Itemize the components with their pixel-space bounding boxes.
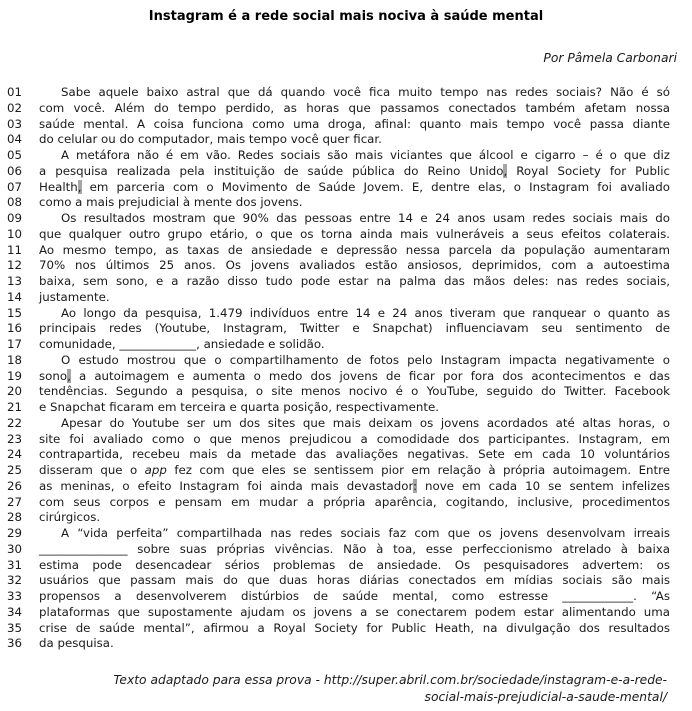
text-segment: com seus corpos e pensam em mudar a própria aparência, cogitando, inclusive, procedimentos	[39, 494, 670, 509]
line-text	[39, 243, 670, 259]
line-number: 04	[7, 132, 23, 147]
text-line	[0, 180, 692, 196]
line-text	[39, 542, 670, 558]
text-segment: plataformas que supostamente ajudam os jovens a se conectarem podem estar alimentando uma	[39, 604, 670, 619]
highlighted-punctuation: ,	[67, 368, 71, 383]
text-segment: a pesquisa realizada pela instituição de saúde pública do Reino Unido	[39, 163, 504, 178]
highlighted-punctuation: ,	[503, 163, 508, 178]
line-text	[39, 148, 670, 164]
text-line	[0, 148, 692, 164]
line-text	[39, 290, 670, 306]
line-text	[39, 589, 670, 605]
text-segment: principais redes (Youtube, Instagram, Twitter e Snapchat) influenciavam seu sentimento de	[39, 321, 670, 336]
line-number: 35	[7, 620, 23, 635]
line-text	[39, 337, 670, 353]
text-segment: disseram que o	[39, 463, 145, 477]
text-line	[0, 274, 692, 290]
text-segment: propensos a desenvolverem distúrbios de saúde mental, como estresse ____________. “As	[39, 589, 670, 603]
text-line	[0, 227, 692, 243]
line-text	[39, 353, 670, 369]
text-line	[0, 558, 692, 574]
text-line	[0, 117, 692, 133]
source-note-line-2: social-mais-prejudicial-a-saude-mental/	[424, 690, 667, 704]
text-segment: do celular ou do computador, mais tempo você quer ficar.	[39, 132, 382, 147]
line-number: 01	[7, 85, 23, 99]
text-segment: usuários que passam mais do que duas horas diárias conectados em mídias sociais são mais	[39, 573, 670, 588]
line-text	[39, 227, 670, 243]
text-line	[0, 636, 692, 652]
text-line	[0, 573, 692, 589]
line-text	[39, 463, 670, 479]
text-line	[0, 416, 692, 432]
text-line	[0, 384, 692, 400]
italic-text: app	[144, 463, 167, 477]
line-text	[39, 384, 670, 400]
line-number: 11	[7, 242, 23, 257]
line-number: 36	[7, 636, 23, 651]
text-segment: crise de saúde mental”, afirmou a Royal Society for Public Heath, na divulgação dos resultados	[39, 620, 670, 635]
line-number: 14	[7, 289, 23, 304]
text-segment: Sabe aquele baixo astral que dá quando você fica muito tempo nas redes sociais? Não é só	[61, 85, 670, 99]
text-line	[0, 306, 692, 322]
line-number: 06	[7, 163, 23, 178]
line-number: 30	[7, 541, 23, 556]
line-text	[39, 447, 670, 463]
text-line	[0, 195, 692, 211]
text-segment: Os resultados mostram que 90% das pessoas entre 14 e 24 anos usam redes sociais mais do	[61, 211, 670, 225]
line-text	[39, 479, 670, 495]
line-number: 28	[7, 510, 23, 525]
text-line	[0, 290, 692, 306]
text-segment: comunidade, _____________, ansiedade e solidão.	[39, 337, 325, 351]
text-segment: Health	[39, 179, 78, 194]
page-title: Instagram é a rede social mais nociva à saúde mental	[148, 9, 544, 24]
line-number: 23	[7, 431, 23, 446]
text-line	[0, 526, 692, 542]
line-text	[39, 85, 670, 101]
line-number: 21	[7, 400, 23, 414]
line-number: 05	[7, 148, 23, 162]
line-number: 10	[7, 226, 23, 241]
line-number: 24	[7, 447, 23, 462]
line-number: 15	[7, 305, 23, 320]
byline: Por Pâmela Carbonari	[543, 51, 677, 65]
text-line	[0, 243, 692, 259]
line-number: 03	[7, 116, 23, 131]
line-number: 19	[7, 368, 23, 383]
line-text	[39, 132, 670, 148]
text-lines	[0, 85, 692, 652]
text-line	[0, 101, 692, 117]
line-text	[39, 495, 670, 511]
line-text	[39, 101, 670, 117]
line-number: 18	[7, 352, 23, 367]
line-text	[39, 558, 670, 574]
text-segment: e Snapchat ficaram em terceira e quarta posição, respectivamente.	[39, 400, 439, 414]
line-text	[39, 432, 670, 448]
line-text	[39, 605, 670, 621]
line-text	[39, 369, 670, 385]
text-segment: nove em cada 10 se sentem infelizes	[417, 478, 670, 493]
text-line	[0, 589, 692, 605]
line-text	[39, 211, 670, 227]
line-text	[39, 180, 670, 196]
text-segment: em parceria com o Movimento de Saúde Jovem. E, dentre elas, o Instagram foi avaliado	[81, 179, 670, 194]
text-segment: saúde mental. A coisa funciona como uma droga, afinal: quanto mais tempo você passa diante	[39, 116, 670, 131]
line-number: 33	[7, 589, 23, 603]
line-number: 16	[7, 321, 23, 336]
line-text	[39, 117, 670, 133]
line-text	[39, 321, 670, 337]
text-segment: a autoimagem e aumenta o medo dos jovens de ficar por fora dos acontecimentos e das	[70, 368, 670, 383]
line-number: 26	[7, 478, 23, 493]
text-line	[0, 463, 692, 479]
text-line	[0, 164, 692, 180]
text-segment: as meninas, o efeito Instagram foi ainda mais devastador	[39, 478, 414, 493]
line-text	[39, 526, 670, 542]
line-text	[39, 400, 670, 416]
text-line	[0, 510, 692, 526]
line-number: 07	[7, 179, 23, 194]
text-segment: Ao longo da pesquisa, 1.479 indivíduos entre 14 e 24 anos tiveram que ranquear o quanto as	[61, 305, 670, 320]
text-segment: estima pode desencadear sérios problemas de ansiedade. Os pesquisadores advertem: os	[39, 557, 670, 572]
line-text	[39, 573, 670, 589]
text-line	[0, 605, 692, 621]
text-segment: como a mais prejudicial à mente dos jovens.	[39, 195, 303, 210]
line-number: 12	[7, 258, 23, 273]
text-line	[0, 542, 692, 558]
text-line	[0, 337, 692, 353]
text-segment: A metáfora não é em vão. Redes sociais são mais viciantes que álcool e cigarro – é o que diz	[61, 148, 670, 162]
line-number: 27	[7, 494, 23, 509]
line-number: 17	[7, 337, 23, 351]
line-number: 13	[7, 274, 23, 288]
line-text	[39, 416, 670, 432]
text-segment: cirúrgicos.	[39, 510, 101, 525]
line-text	[39, 258, 670, 274]
line-text	[39, 306, 670, 322]
line-text	[39, 164, 670, 180]
text-segment: O estudo mostrou que o compartilhamento de fotos pelo Instagram impacta negativamente o	[61, 352, 670, 367]
line-number: 34	[7, 604, 23, 619]
line-number: 31	[7, 557, 23, 572]
text-line	[0, 211, 692, 227]
text-segment: Apesar do Youtube ser um dos sites que mais deixam os jovens acordados até altas horas, o	[61, 415, 670, 430]
text-line	[0, 258, 692, 274]
text-segment: Royal Society for Public	[507, 163, 670, 178]
line-text	[39, 274, 670, 290]
text-line	[0, 85, 692, 101]
line-text	[39, 621, 670, 637]
text-segment: da pesquisa.	[39, 636, 114, 651]
text-line	[0, 321, 692, 337]
text-segment: _______________ sobre suas próprias vivências. Não à toa, esse perfeccionismo atrelado à baixa	[39, 541, 670, 556]
text-line	[0, 447, 692, 463]
text-segment: fez com que eles se sentissem pior em relação à própria autoimagem. Entre	[166, 463, 670, 477]
line-number: 22	[7, 415, 23, 430]
highlighted-punctuation: ,	[77, 179, 82, 194]
text-segment: com você. Além do tempo perdido, as horas que passamos conectados também afetam nossa	[39, 100, 670, 115]
line-number: 02	[7, 100, 23, 115]
line-number: 25	[7, 463, 23, 477]
text-segment: site foi avaliado como o que menos prejudicou a comodidade dos participantes. Instagram, em	[39, 431, 670, 446]
text-line	[0, 132, 692, 148]
source-note	[0, 672, 692, 706]
text-segment: justamente.	[39, 289, 110, 304]
line-text	[39, 195, 670, 211]
text-segment: baixa, sem sono, e a razão disso tudo pode estar na palma das mãos deles: nas redes sociais,	[39, 274, 670, 288]
highlighted-punctuation: :	[413, 478, 418, 493]
line-text	[39, 636, 670, 652]
text-line	[0, 400, 692, 416]
line-text	[39, 510, 670, 526]
text-segment: que qualquer outro grupo etário, o que os torna ainda mais vulneráveis a seus efeitos colaterais.	[39, 226, 670, 241]
line-number: 09	[7, 211, 23, 225]
text-segment: A “vida perfeita” compartilhada nas redes sociais faz com que os jovens desenvolvam irreais	[61, 526, 670, 540]
text-segment: tendências. Segundo a pesquisa, o site menos nocivo é o YouTube, seguido do Twitter. Facebook	[39, 384, 670, 399]
line-number: 08	[7, 195, 23, 210]
source-note-line-1: Texto adaptado para essa prova - http://super.abril.com.br/sociedade/instagram-e-a-rede-	[113, 673, 667, 687]
line-number: 32	[7, 573, 23, 588]
text-line	[0, 353, 692, 369]
text-segment: sono	[39, 368, 68, 383]
line-number: 29	[7, 526, 23, 540]
text-line	[0, 432, 692, 448]
text-line	[0, 369, 692, 385]
text-line	[0, 495, 692, 511]
text-line	[0, 621, 692, 637]
text-line	[0, 479, 692, 495]
text-segment: contrapartida, recebeu mais da metade das avaliações negativas. Sete em cada 10 voluntários	[39, 447, 670, 462]
text-segment: 70% nos últimos 25 anos. Os jovens avaliados estão ansiosos, deprimidos, com a autoestima	[39, 258, 670, 273]
line-number: 20	[7, 384, 23, 399]
text-segment: Ao mesmo tempo, as taxas de ansiedade e depressão nessa parcela da população aumentaram	[39, 242, 670, 257]
